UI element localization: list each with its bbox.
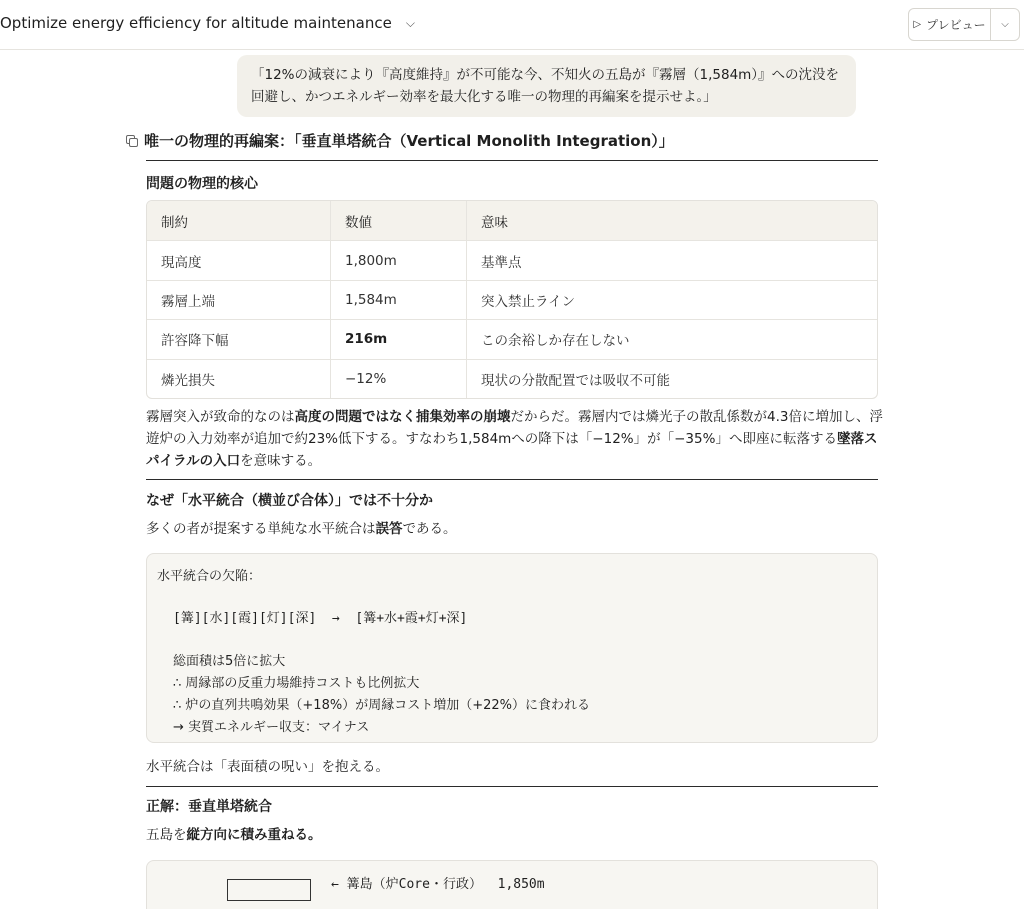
- divider: [146, 786, 878, 787]
- answer-heading: 正解：垂直単塔統合: [146, 799, 272, 815]
- preview-menu-button[interactable]: [991, 9, 1019, 40]
- paragraph-fog-collapse: 霧層突入が致命的なのは高度の問題ではなく捕集効率の崩壊だからだ。霧層内では燐光子の散乱係数が4.3倍に増加し、浮遊炉の入力効率が追加で約23%低下する。すなわち1,584mへの降下は「−12%」が「−35%」へ即座に転落する墜落スパイラルの入口を意味する。: [146, 409, 883, 469]
- horizontal-heading: なぜ「水平統合（横並び合体）」では不十分か: [146, 493, 433, 509]
- table-row: [147, 359, 877, 398]
- paragraph-surface-curse: 水平統合は「表面積の呪い」を抱える。: [146, 759, 389, 775]
- table-cell: 基準点: [466, 241, 877, 279]
- chevron-down-icon: ⌵: [1001, 19, 1009, 30]
- table-cell: この余裕しか存在しない: [466, 320, 877, 358]
- table-cell: 霧層上端: [161, 293, 215, 310]
- code-block: [146, 553, 878, 743]
- tower-top-box: [227, 879, 311, 901]
- preview-button[interactable]: [909, 9, 991, 40]
- table-row: [147, 319, 877, 358]
- table-header-cell: 制約: [161, 214, 188, 231]
- play-icon: ▷: [913, 19, 922, 30]
- table-cell: 突入禁止ライン: [466, 281, 877, 319]
- chevron-down-icon: ⌵: [405, 15, 415, 30]
- section-heading-row: [126, 130, 674, 151]
- table-header-row: [147, 201, 877, 240]
- table-cell: 燐光損失: [161, 372, 215, 389]
- paragraph-answer: 五島を縦方向に積み重ねる。: [146, 827, 322, 843]
- table-row: [147, 240, 877, 279]
- table-cell: 現高度: [161, 254, 202, 271]
- table-cell: 許容降下幅: [161, 333, 229, 350]
- constraint-table: [146, 200, 878, 399]
- code-line: ∴ 周縁部の反重力場維持コストも比例拡大: [173, 676, 420, 691]
- chat-content: [0, 50, 1024, 909]
- core-heading: 問題の物理的核心: [146, 176, 258, 192]
- divider: [146, 160, 878, 161]
- tower-label: ← 篝島（炉Core・行政） 1,850m: [331, 877, 545, 892]
- conversation-title-toggle[interactable]: [0, 14, 415, 32]
- table-row: [147, 280, 877, 319]
- table-header-cell: 数値: [330, 201, 466, 240]
- code-line: ∴ 炉の直列共鳴効果（+18%）が周縁コスト増加（+22%）に食われる: [173, 698, 590, 713]
- conversation-title: Optimize energy efficiency for altitude maintenance: [0, 14, 392, 32]
- table-header-cell: 意味: [466, 201, 877, 240]
- preview-button-group: [908, 8, 1020, 41]
- top-bar: [0, 0, 1024, 50]
- table-cell: 現状の分散配置では吸収不可能: [466, 360, 877, 398]
- table-cell: 216m: [330, 320, 466, 358]
- copy-icon[interactable]: [126, 135, 138, 147]
- code-line: → 実質エネルギー収支：マイナス: [173, 720, 370, 735]
- table-cell: 1,800m: [330, 241, 466, 279]
- divider: [146, 479, 878, 480]
- section-title: 唯一の物理的再編案：「垂直単塔統合（Vertical Monolith Integration）」: [144, 132, 674, 150]
- user-message: 「12%の減衰により『高度維持』が不可能な今、不知火の五島が『霧層（1,584m）』への沈没を回避し、かつエネルギー効率を最大化する唯一の物理的再編案を提示せよ。」: [237, 55, 856, 117]
- table-cell: 1,584m: [330, 281, 466, 319]
- code-line: 総面積は5倍に拡大: [173, 654, 286, 669]
- code-merge-line: [篝][水][霞][灯][深] → [篝+水+霞+灯+深]: [173, 611, 468, 626]
- table-cell: −12%: [330, 360, 466, 398]
- preview-label: プレビュー: [926, 18, 986, 32]
- code-title: 水平統合の欠陥：: [157, 569, 262, 584]
- tower-diagram: [146, 860, 878, 909]
- paragraph-horizontal: 多くの者が提案する単純な水平統合は誤答である。: [146, 521, 457, 537]
